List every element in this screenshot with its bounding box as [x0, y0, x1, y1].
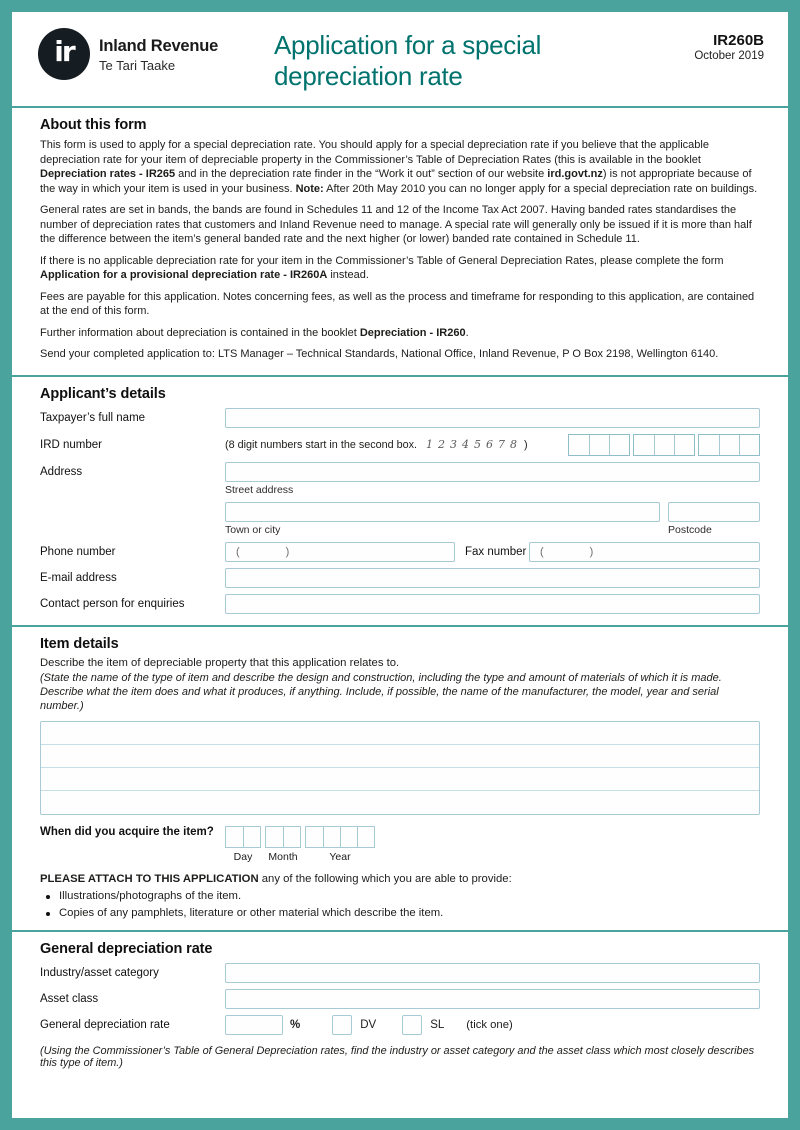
street-address-caption: Street address [225, 483, 294, 496]
month-digit-cell[interactable] [266, 827, 283, 847]
ird-hint-text: (8 digit numbers start in the second box. [225, 438, 418, 451]
year-digit-cell[interactable] [306, 827, 323, 847]
year-digit-cell[interactable] [357, 827, 374, 847]
acquire-date-label: When did you acquire the item? [40, 825, 214, 838]
ird-digit-cell[interactable] [589, 435, 609, 455]
acquire-date-boxes [225, 826, 375, 863]
form-title-line1: Application for a special [274, 30, 542, 60]
dv-label: DV [360, 1018, 377, 1031]
bullet-icon [46, 912, 50, 916]
taxpayer-name-row [40, 408, 760, 428]
date-year-group [305, 826, 375, 863]
general-rate-row [40, 1015, 760, 1035]
day-caption: Day [233, 850, 253, 863]
date-month-group [265, 826, 301, 863]
postcode-caption: Postcode [668, 523, 712, 536]
contact-person-row [40, 594, 760, 614]
brand-name: Inland Revenue [99, 37, 219, 55]
address-label: Address [40, 465, 83, 478]
brand-maori-name: Te Tari Taake [99, 58, 176, 73]
ird-digit-cell[interactable] [719, 435, 739, 455]
ird-number-boxes [568, 434, 760, 456]
general-rate-heading: General depreciation rate [40, 940, 213, 957]
email-label: E-mail address [40, 571, 117, 584]
about-paragraph-5: Further information about depreciation is contained in the booklet Depreciation - IR260. [40, 326, 469, 339]
item-description-line[interactable] [41, 768, 759, 791]
taxpayer-name-input[interactable] [225, 408, 760, 428]
attachment-item-2 [40, 907, 760, 919]
about-paragraph-2: General rates are set in bands, the bands are found in Schedules 11 and 12 of the Income Tax Act 2007. Having banded rates standardises the number of depreciation rates that customers and Inland Revenue need to manage. A special rate will generally only be issued if it is more than half the difference between the item’s general banded rate and the next higher (or lower) banded rate contained in Schedule 11. [40, 204, 752, 246]
ird-digit-group [698, 434, 760, 456]
attachment-item-1 [40, 890, 760, 902]
item-description-line[interactable] [41, 722, 759, 745]
year-digit-cell[interactable] [323, 827, 340, 847]
email-input[interactable] [225, 568, 760, 588]
asset-class-input[interactable] [225, 989, 760, 1009]
taxpayer-name-label: Taxpayer’s full name [40, 411, 146, 424]
paren-open: ( [236, 545, 240, 558]
about-paragraph-4: Fees are payable for this application. Notes concerning fees, as well as the process and timeframe for responding to this application, are contained at the end of this form. [40, 290, 755, 318]
attachment-item-text: Copies of any pamphlets, literature or other material which describe the item. [59, 906, 444, 919]
ird-digit-cell[interactable] [674, 435, 694, 455]
street-caption-row [225, 484, 760, 496]
phone-fax-row [40, 542, 760, 562]
tick-one-hint: (tick one) [466, 1018, 513, 1031]
ird-number-row [40, 434, 760, 456]
paren-open: ( [540, 545, 544, 558]
fax-number-input[interactable] [529, 542, 760, 562]
dv-checkbox[interactable] [332, 1015, 352, 1035]
about-heading: About this form [40, 117, 147, 133]
applicant-details-section [12, 377, 788, 625]
year-digit-cell[interactable] [340, 827, 357, 847]
attach-instruction-rest: any of the following which you are able to provide: [258, 872, 512, 885]
year-caption: Year [329, 850, 351, 863]
day-cells [225, 826, 261, 848]
address-row [40, 462, 760, 482]
general-rate-input[interactable] [225, 1015, 283, 1035]
industry-category-input[interactable] [225, 963, 760, 983]
fax-number-label: Fax number [465, 545, 527, 558]
ird-digit-cell[interactable] [609, 435, 629, 455]
ird-sample-digits: 12345678 [426, 438, 523, 452]
item-description-line[interactable] [41, 791, 759, 814]
ird-digit-cell[interactable] [569, 435, 589, 455]
sl-label: SL [430, 1018, 445, 1031]
form-code-label: IR260B [713, 32, 764, 49]
about-paragraph-1: This form is used to apply for a special depreciation rate. You should apply for a special depreciation rate if you believe that the applicable depreciation rate for your item of depreciable property in the Commissioner’s Table of Depreciation Rates (this is available in the booklet Depreciation rates - IR265 and in the depreciation rate finder in the “Work it out” section of our website ird.govt.nz) is not appropriate because of the way in which your item is used in your business. Note: After 20th May 2010 you can no longer apply for a special depreciation rate on buildings. [40, 139, 758, 195]
attachment-item-text: Illustrations/photographs of the item. [59, 889, 242, 902]
asset-class-label: Asset class [40, 992, 99, 1005]
postcode-input[interactable] [668, 502, 760, 522]
form-code-block [694, 28, 764, 62]
item-details-section [12, 627, 788, 930]
day-digit-cell[interactable] [243, 827, 260, 847]
paren-close: ) [285, 545, 290, 558]
item-description-box [40, 721, 760, 815]
ird-number-label: IRD number [40, 438, 102, 451]
logo-ir-glyph: ir [54, 35, 74, 68]
inland-revenue-logo-icon [38, 28, 90, 80]
describe-intro: Describe the item of depreciable property that this application relates to. [40, 656, 400, 669]
form-header [12, 12, 788, 106]
phone-number-input[interactable] [225, 542, 455, 562]
town-city-input[interactable] [225, 502, 660, 522]
month-caption: Month [268, 850, 298, 863]
attach-instruction-bold: PLEASE ATTACH TO THIS APPLICATION [40, 872, 259, 885]
month-cells [265, 826, 301, 848]
paren-close: ) [589, 545, 594, 558]
applicant-heading: Applicant’s details [40, 385, 166, 402]
industry-category-label: Industry/asset category [40, 966, 159, 979]
inland-revenue-brand [38, 28, 274, 80]
town-postcode-caption-row [225, 524, 760, 536]
sl-checkbox[interactable] [402, 1015, 422, 1035]
day-digit-cell[interactable] [226, 827, 243, 847]
town-postcode-row [40, 502, 760, 522]
contact-person-input[interactable] [225, 594, 760, 614]
ird-digit-group [633, 434, 695, 456]
brand-text [99, 35, 218, 73]
form-date-label: October 2019 [694, 50, 764, 62]
general-rate-label: General depreciation rate [40, 1018, 170, 1031]
email-row [40, 568, 760, 588]
item-heading: Item details [40, 635, 119, 652]
date-day-group [225, 826, 261, 863]
ird-hint-close: ) [524, 438, 528, 451]
month-digit-cell[interactable] [283, 827, 300, 847]
year-cells [305, 826, 375, 848]
ird-digit-cell[interactable] [634, 435, 654, 455]
phone-number-label: Phone number [40, 545, 116, 558]
about-section [12, 108, 788, 375]
percent-sign: % [290, 1018, 301, 1031]
town-city-caption: Town or city [225, 523, 281, 536]
form-title [274, 28, 694, 91]
bullet-icon [46, 895, 50, 899]
ird-digit-cell[interactable] [739, 435, 759, 455]
item-description-line[interactable] [41, 745, 759, 768]
ird-number-area [225, 434, 760, 456]
industry-category-row [40, 963, 760, 983]
about-paragraph-6: Send your completed application to: LTS Manager – Technical Standards, National Office, Inland Revenue, P O Box 2198, Wellington 6140. [40, 348, 719, 361]
form-title-line2: depreciation rate [274, 60, 463, 91]
ird-digit-group [568, 434, 630, 456]
ird-digit-cell[interactable] [699, 435, 719, 455]
attach-instruction [40, 873, 760, 885]
asset-class-row [40, 989, 760, 1009]
street-address-input[interactable] [225, 462, 760, 482]
describe-note: (State the name of the type of item and describe the design and construction, including the type and amount of materials of which it is made. Describe what the item does and what it produces, if anything. Include, if possible, the name of the manufacturer, the model, year and serial number.) [40, 671, 722, 713]
general-rate-note: (Using the Commissioner’s Table of General Depreciation rates, find the industry or asset category and the asset class which most closely describes this type of item.) [40, 1044, 755, 1069]
ird-digit-cell[interactable] [654, 435, 674, 455]
contact-person-label: Contact person for enquiries [40, 597, 185, 610]
general-rate-section [12, 932, 788, 1080]
about-paragraph-3: If there is no applicable depreciation rate for your item in the Commissioner’s Table of General Depreciation Rates, please complete the form Application for a provisional depreciation rate - IR260A instead. [40, 254, 724, 282]
acquire-date-row [40, 826, 760, 863]
